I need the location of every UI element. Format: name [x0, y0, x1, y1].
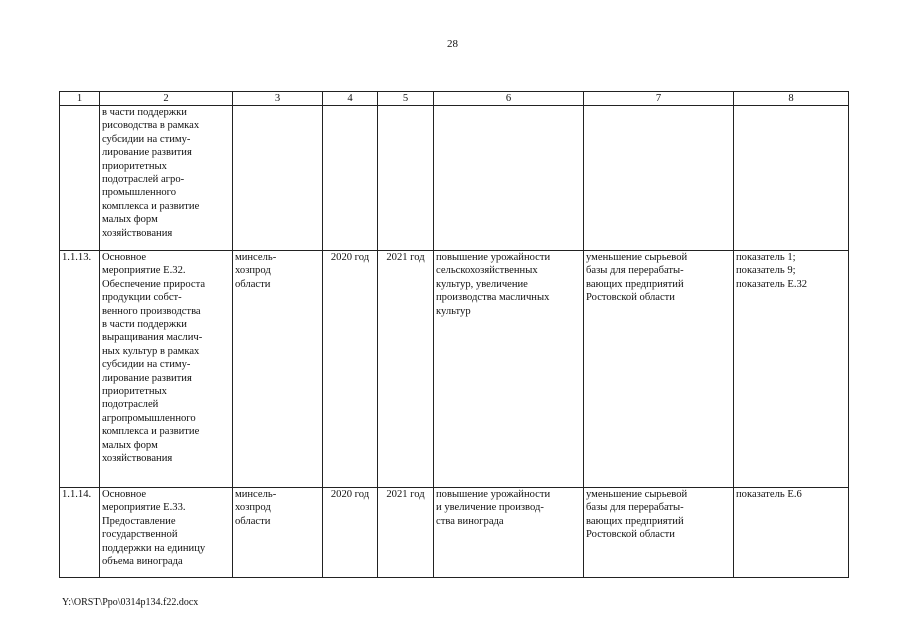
measure-name-cell: Основное мероприятие Е.32. Обеспечение прироста продукции собст- венного производства в части поддержки выращивания маслич- ных культур в рамках субсидии на стиму- лирование развития приоритетных подотраслей агропромышленного комплекса и развитие малых форм хозяйствования [100, 251, 233, 488]
executor-cell [233, 106, 323, 251]
consequence-cell: уменьшение сырьевой базы для перерабаты- вающих предприятий Ростовской области [584, 251, 734, 488]
column-header: 6 [434, 92, 584, 106]
expected-result-cell: повышение урожайности и увеличение производ- ства винограда [434, 488, 584, 578]
indicator-cell [734, 106, 849, 251]
table-row [60, 106, 849, 251]
page-number: 28 [447, 38, 458, 50]
measures-table [59, 91, 849, 578]
column-header: 5 [378, 92, 434, 106]
start-year-cell: 2020 год [323, 488, 378, 578]
expected-result-cell [434, 106, 584, 251]
start-year-cell [323, 106, 378, 251]
row-number-cell: 1.1.14. [60, 488, 100, 578]
executor-cell: минсель- хозпрод области [233, 488, 323, 578]
expected-result-cell: повышение урожайности сельскохозяйственных культур, увеличение производства масличных культур [434, 251, 584, 488]
table-row [60, 488, 849, 578]
end-year-cell: 2021 год [378, 251, 434, 488]
table-header-row [60, 92, 849, 106]
table-row [60, 251, 849, 488]
start-year-cell: 2020 год [323, 251, 378, 488]
column-header: 7 [584, 92, 734, 106]
column-header: 2 [100, 92, 233, 106]
consequence-cell [584, 106, 734, 251]
end-year-cell: 2021 год [378, 488, 434, 578]
consequence-cell: уменьшение сырьевой базы для перерабаты- вающих предприятий Ростовской области [584, 488, 734, 578]
end-year-cell [378, 106, 434, 251]
row-number-cell [60, 106, 100, 251]
column-header: 3 [233, 92, 323, 106]
executor-cell: минсель- хозпрод области [233, 251, 323, 488]
indicator-cell: показатель 1; показатель 9; показатель Е.32 [734, 251, 849, 488]
column-header: 8 [734, 92, 849, 106]
measure-name-cell: в части поддержки рисоводства в рамках субсидии на стиму- лирование развития приоритетных подотраслей агро- промышленного комплекса и развитие малых форм хозяйствования [100, 106, 233, 251]
column-header: 4 [323, 92, 378, 106]
column-header: 1 [60, 92, 100, 106]
indicator-cell: показатель Е.6 [734, 488, 849, 578]
measure-name-cell: Основное мероприятие Е.33. Предоставление государственной поддержки на единицу объема винограда [100, 488, 233, 578]
row-number-cell: 1.1.13. [60, 251, 100, 488]
file-path-footer: Y:\ORST\Ppo\0314p134.f22.docx [62, 597, 199, 608]
